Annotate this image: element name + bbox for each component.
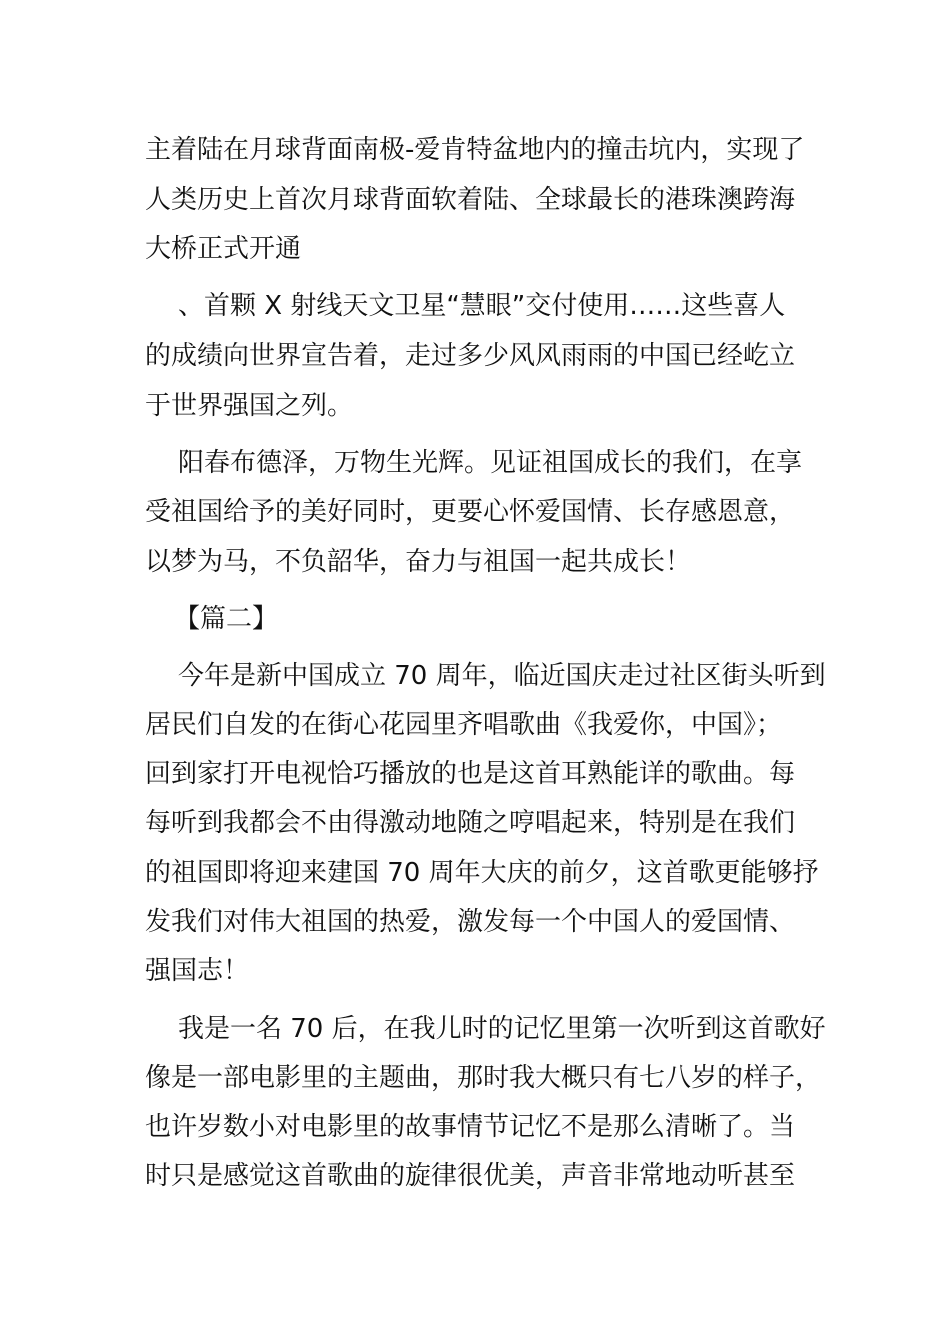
text-line: 以梦为马，不负韶华，奋力与祖国一起共成长！ xyxy=(145,547,692,577)
section-heading: 【篇二】 xyxy=(174,604,279,634)
text-line: 每听到我都会不由得激动地随之哼唱起来，特别是在我们 xyxy=(145,808,796,838)
text-line: 居民们自发的在街心花园里齐唱歌曲《我爱你，中国》； xyxy=(145,710,783,740)
text-line: 人类历史上首次月球背面软着陆、全球最长的港珠澳跨海 xyxy=(145,185,796,215)
text-line: 大桥正式开通 xyxy=(145,234,302,264)
text-line: 回到家打开电视恰巧播放的也是这首耳熟能详的歌曲。每 xyxy=(145,759,796,789)
text-line: 的成绩向世界宣告着，走过多少风风雨雨的中国已经屹立 xyxy=(145,341,796,371)
text-line: 也许岁数小对电影里的故事情节记忆不是那么清晰了。当 xyxy=(145,1112,796,1142)
text-line: 于世界强国之列。 xyxy=(145,391,354,421)
text-line: 今年是新中国成立 70 周年，临近国庆走过社区街头听到 xyxy=(178,661,826,691)
text-line: 我是一名 70 后，在我儿时的记忆里第一次听到这首歌好 xyxy=(178,1014,826,1044)
text-line: 时只是感觉这首歌曲的旋律很优美，声音非常地动听甚至 xyxy=(145,1161,796,1191)
text-line: 受祖国给予的美好同时，更要心怀爱国情、长存感恩意， xyxy=(145,497,796,527)
text-line: 强国志！ xyxy=(145,956,250,986)
text-line: 、首颗 X 射线天文卫星“慧眼”交付使用……这些喜人 xyxy=(178,291,786,321)
text-line: 发我们对伟大祖国的热爱，激发每一个中国人的爱国情、 xyxy=(145,907,796,937)
text-line: 像是一部电影里的主题曲，那时我大概只有七八岁的样子， xyxy=(145,1063,822,1093)
text-line: 主着陆在月球背面南极-爱肯特盆地内的撞击坑内，实现了 xyxy=(145,135,805,165)
text-line: 的祖国即将迎来建国 70 周年大庆的前夕，这首歌更能够抒 xyxy=(145,858,819,888)
text-line: 阳春布德泽，万物生光辉。见证祖国成长的我们，在享 xyxy=(178,448,803,478)
